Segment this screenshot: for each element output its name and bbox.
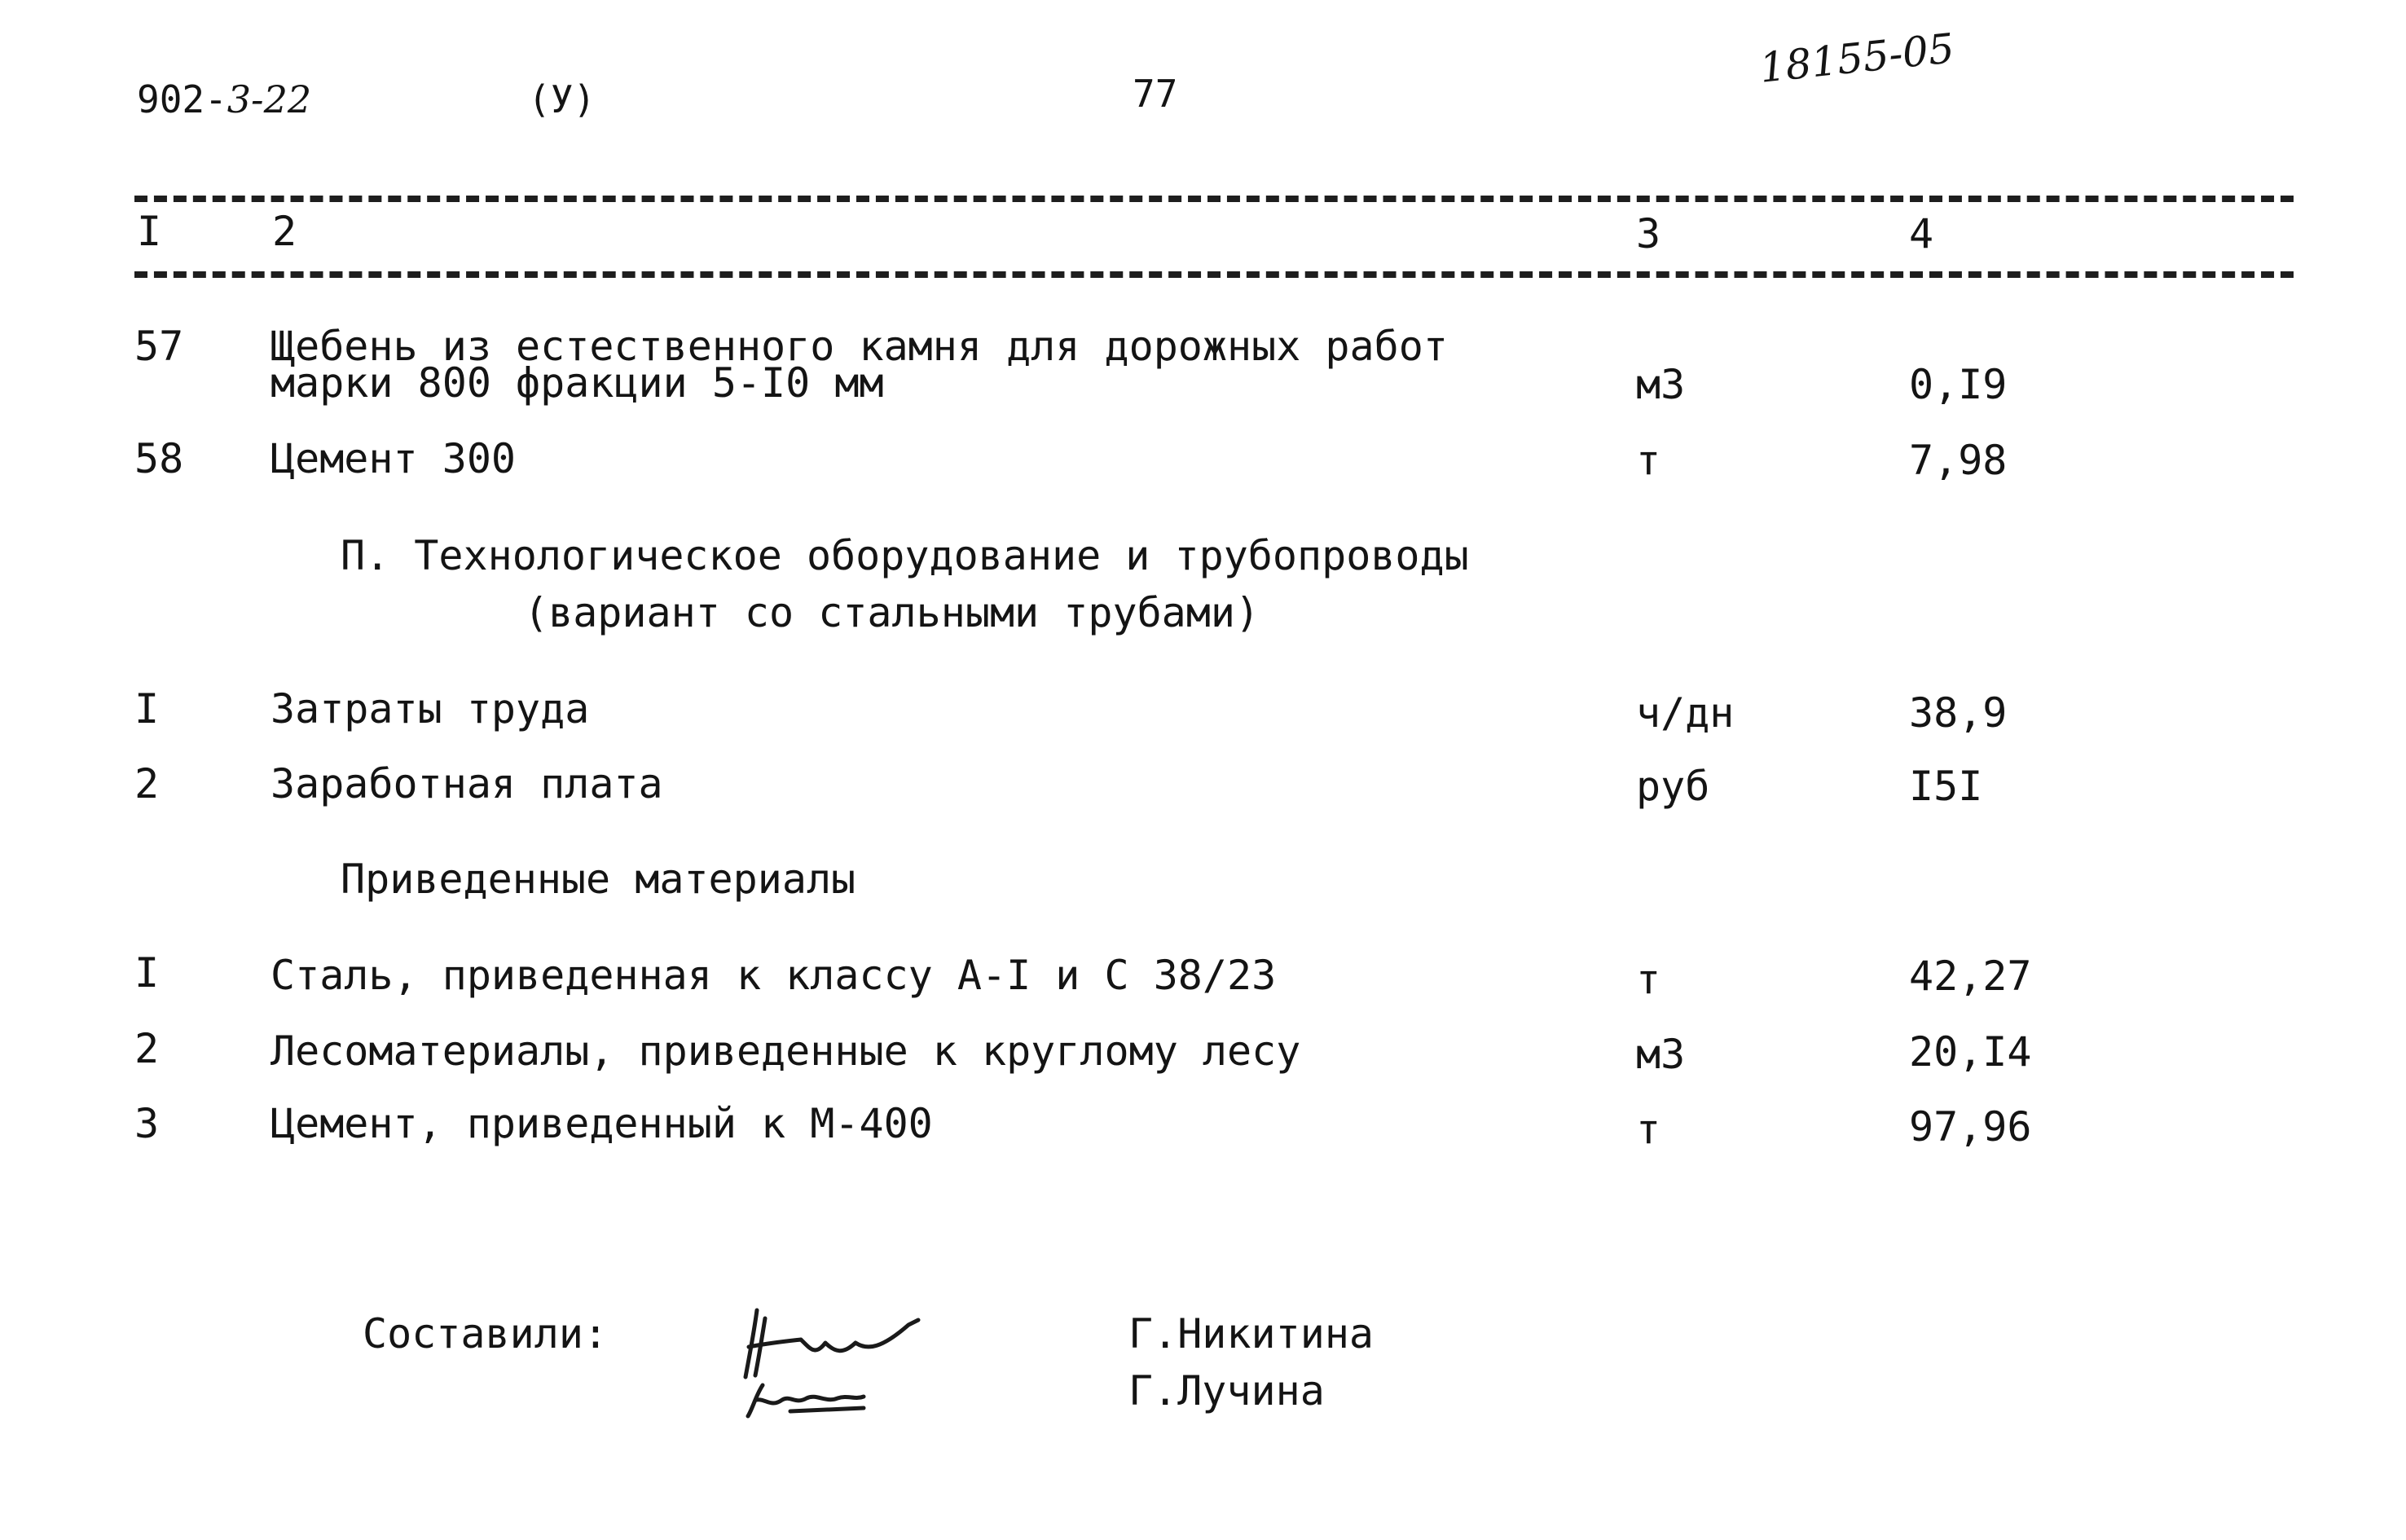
document-code-suffix: 3-22 xyxy=(227,77,312,121)
page-number: 77 xyxy=(1133,72,1178,116)
row-description: Сталь, приведенная к классу А-I и С 38/23 xyxy=(271,952,1277,999)
inventory-number: 18155-05 xyxy=(1757,24,1957,92)
document-code-prefix: 902- xyxy=(137,77,227,121)
materials-title: Приведенные материалы xyxy=(341,856,856,903)
row-number: I xyxy=(134,685,160,733)
table-header-top-rule xyxy=(134,196,2294,202)
row-unit: м3 xyxy=(1636,1031,1686,1078)
column-header-4: 4 xyxy=(1909,210,1934,257)
row-unit: т xyxy=(1636,956,1661,1003)
row-value: 7,98 xyxy=(1909,437,2008,484)
column-header-3: 3 xyxy=(1636,210,1661,257)
row-value: 20,I4 xyxy=(1909,1028,2032,1076)
row-unit: т xyxy=(1636,437,1661,484)
signature-2 xyxy=(741,1375,888,1424)
author-name-2: Г.Лучина xyxy=(1128,1367,1325,1415)
row-description-line1: Щебень из естественного камня для дорожных работ xyxy=(271,323,1448,370)
row-value: 42,27 xyxy=(1909,953,2032,1000)
document-code xyxy=(137,77,311,121)
row-description: Заработная плата xyxy=(271,760,663,807)
row-number: 2 xyxy=(134,1025,160,1072)
row-value: 0,I9 xyxy=(1909,361,2008,408)
section-title: П. Технологическое оборудование и трубопроводы xyxy=(341,532,1469,579)
column-header-2: 2 xyxy=(272,208,297,255)
compiled-by-label: Составили: xyxy=(363,1310,609,1357)
section-subtitle: (вариант со стальными трубами) xyxy=(524,589,1260,636)
row-description: Затраты труда xyxy=(271,685,590,733)
author-name-1: Г.Никитина xyxy=(1128,1310,1375,1357)
row-description-line2: марки 800 фракции 5-I0 мм xyxy=(271,359,884,407)
table-header-bottom-rule xyxy=(134,271,2294,278)
row-number: 2 xyxy=(134,760,160,807)
row-description: Лесоматериалы, приведенные к круглому лесу xyxy=(271,1027,1301,1075)
row-value: 97,96 xyxy=(1909,1103,2032,1151)
row-unit: м3 xyxy=(1636,361,1686,408)
row-description: Цемент, приведенный к М-400 xyxy=(271,1100,933,1147)
column-header-1: I xyxy=(137,208,162,255)
row-number: 58 xyxy=(134,435,184,482)
row-description: Цемент 300 xyxy=(271,435,517,482)
row-unit: руб xyxy=(1636,763,1710,810)
document-mark: (У) xyxy=(528,77,596,121)
row-number: I xyxy=(134,949,160,997)
row-value: 38,9 xyxy=(1909,689,2008,737)
row-unit: т xyxy=(1636,1106,1661,1153)
row-unit: ч/дн xyxy=(1636,689,1735,737)
row-number: 57 xyxy=(134,323,184,370)
row-value: I5I xyxy=(1909,763,1983,810)
row-number: 3 xyxy=(134,1100,160,1147)
